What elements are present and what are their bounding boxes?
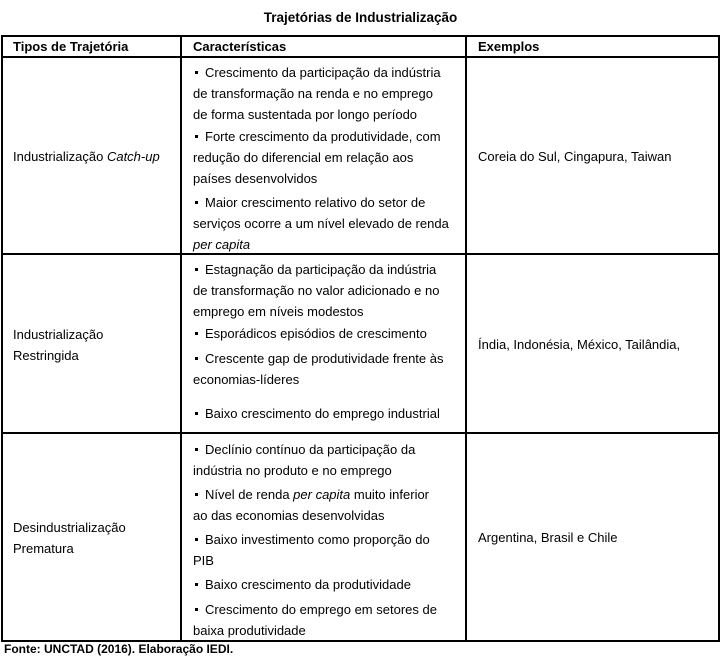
characteristic-bullet	[193, 599, 465, 641]
text-segment: Maior crescimento relativo do setor de	[205, 195, 426, 210]
text-segment: baixa produtividade	[193, 623, 306, 638]
bullet-icon	[195, 71, 198, 74]
bullet-icon	[195, 538, 198, 541]
text-segment: Baixo crescimento do emprego industrial	[205, 406, 440, 421]
text-segment: Restringida	[13, 348, 79, 363]
type-line	[13, 517, 126, 538]
text-segment: de transformação na renda e no emprego	[193, 86, 433, 101]
italic-text: per capita	[193, 237, 251, 252]
bullet-line	[193, 574, 465, 595]
characteristic-bullet	[193, 529, 465, 571]
text-segment: Desindustrialização	[13, 520, 126, 535]
text-segment: Forte crescimento da produtividade, com	[205, 129, 441, 144]
text-segment: Declínio contínuo da participação da	[205, 442, 416, 457]
trajectory-type	[13, 146, 160, 167]
bullet-icon	[195, 608, 198, 611]
text-segment: de transformação no valor adicionado e no	[193, 283, 440, 298]
bullet-line	[193, 147, 465, 168]
type-line	[13, 146, 160, 167]
characteristic-bullet	[193, 484, 465, 526]
table-title: Trajetórias de Industrialização	[263, 10, 458, 25]
characteristic-bullet	[193, 403, 465, 424]
text-segment: serviços ocorre a um nível elevado de renda	[193, 216, 449, 231]
bullet-line	[193, 234, 465, 255]
characteristic-bullet	[193, 126, 465, 189]
bullet-line	[193, 168, 465, 189]
text-segment: países desenvolvidos	[193, 171, 318, 186]
examples-cell: Argentina, Brasil e Chile	[478, 530, 618, 545]
bullet-icon	[195, 412, 198, 415]
characteristic-bullet	[193, 574, 465, 595]
trajectory-type	[13, 517, 126, 559]
bullet-line	[193, 550, 465, 571]
bullet-line	[193, 62, 465, 83]
trajectory-type	[13, 324, 103, 366]
bullet-line	[193, 126, 465, 147]
bullet-line	[193, 460, 465, 481]
type-line	[13, 345, 103, 366]
bullet-line	[193, 505, 465, 526]
source-note: Fonte: UNCTAD (2016). Elaboração IEDI.	[4, 642, 234, 656]
text-segment: Prematura	[13, 541, 74, 556]
header-tipos: Tipos de Trajetória	[13, 39, 129, 54]
examples-cell: Coreia do Sul, Cingapura, Taiwan	[478, 149, 672, 164]
bullet-icon	[195, 135, 198, 138]
header-exemplos: Exemplos	[478, 39, 540, 54]
bullet-line	[193, 213, 465, 234]
text-segment: ao das economias desenvolvidas	[193, 508, 385, 523]
italic-text: per capita	[293, 487, 351, 502]
text-segment: Baixo investimento como proporção do	[205, 532, 430, 547]
text-segment: economias-líderes	[193, 372, 300, 387]
header-divider	[1, 56, 720, 58]
column-divider	[180, 35, 182, 642]
type-line	[13, 538, 126, 559]
bullet-icon	[195, 357, 198, 360]
table-border-right	[718, 35, 720, 642]
characteristic-bullet	[193, 348, 465, 390]
text-segment: Nível de renda	[205, 487, 294, 502]
bullet-icon	[195, 332, 198, 335]
bullet-line	[193, 192, 465, 213]
text-segment: Crescimento do emprego em setores de	[205, 602, 437, 617]
text-segment: emprego em níveis modestos	[193, 304, 364, 319]
text-segment: Esporádicos episódios de crescimento	[205, 326, 427, 341]
bullet-line	[193, 323, 465, 344]
text-segment: Crescimento da participação da indústria	[205, 65, 441, 80]
text-segment: Crescente gap de produtividade frente às	[205, 351, 444, 366]
text-segment: indústria no produto e no emprego	[193, 463, 392, 478]
characteristic-bullet	[193, 62, 465, 125]
bullet-line	[193, 439, 465, 460]
bullet-icon	[195, 201, 198, 204]
bullet-line	[193, 83, 465, 104]
bullet-line	[193, 301, 465, 322]
characteristic-bullet	[193, 439, 465, 481]
characteristic-bullet	[193, 323, 465, 344]
text-segment: redução do diferencial em relação aos	[193, 150, 414, 165]
text-segment: de forma sustentada por longo período	[193, 107, 418, 122]
table-border-left	[1, 35, 3, 642]
text-segment: Baixo crescimento da produtividade	[205, 577, 411, 592]
text-segment: PIB	[193, 553, 214, 568]
bullet-line	[193, 348, 465, 369]
table-border-top	[1, 35, 720, 37]
characteristic-bullet	[193, 192, 465, 255]
column-divider	[465, 35, 467, 642]
bullet-icon	[195, 583, 198, 586]
bullet-line	[193, 484, 465, 505]
italic-text: Catch-up	[106, 149, 160, 164]
text-segment: muito inferior	[350, 487, 430, 502]
bullet-line	[193, 529, 465, 550]
header-caracteristicas: Características	[193, 39, 287, 54]
characteristic-bullet	[193, 259, 465, 322]
type-line	[13, 324, 103, 345]
bullet-line	[193, 280, 465, 301]
text-segment: Estagnação da participação da indústria	[205, 262, 437, 277]
row-divider	[1, 432, 720, 434]
bullet-icon	[195, 268, 198, 271]
bullet-line	[193, 369, 465, 390]
bullet-line	[193, 599, 465, 620]
text-segment: Industrialização	[13, 327, 104, 342]
bullet-line	[193, 620, 465, 641]
bullet-line	[193, 104, 465, 125]
bullet-line	[193, 403, 465, 424]
bullet-icon	[195, 493, 198, 496]
text-segment: Industrialização	[13, 149, 107, 164]
bullet-icon	[195, 448, 198, 451]
examples-cell: Índia, Indonésia, México, Tailândia,	[478, 337, 681, 352]
bullet-line	[193, 259, 465, 280]
